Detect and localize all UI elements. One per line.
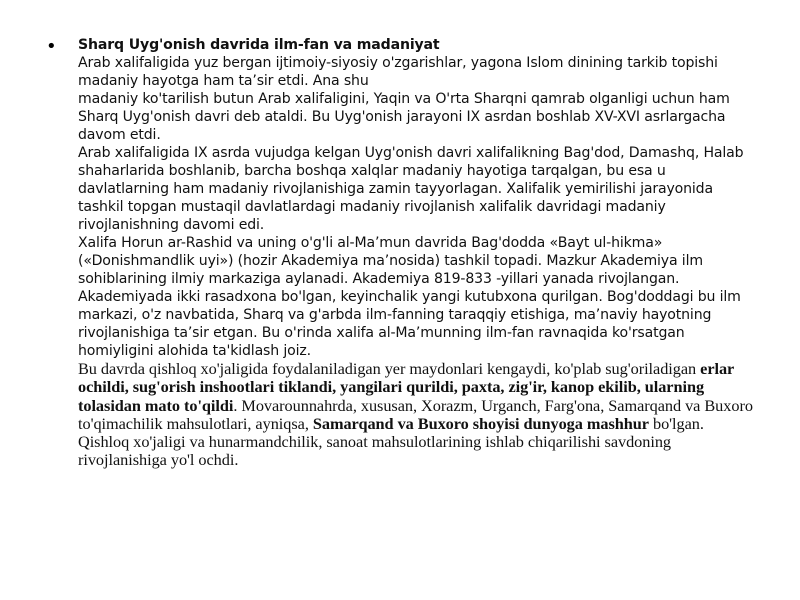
paragraph-5-text-1: Bu davrda qishloq xo'jaligida foydalaniladigan yer maydonlari kengaydi, ko'plab sug'oriladigan — [78, 359, 701, 378]
paragraph-5-text-2: . Movarounnahrda, xususan, Xorazm, Urganch, Farg'ona, Samarqand va Buxoro to'qimachilik mahsulotlari, ayniqsa, — [78, 395, 753, 433]
paragraph-5 — [78, 360, 758, 470]
slide-title: Sharq Uyg'onish davrida ilm-fan va madaniyat — [78, 37, 440, 53]
paragraph-3: Arab xalifaligida IX asrda vujudga kelgan Uyg'onish davri xalifalikning Bag'dod, Damashq, Halab shaharlarida boshlanib, barcha boshqa xalqlar madaniy hayotiga tarqalgan, bu esa u davlatlarning ham madaniy rivojlanishiga zamin tayyorlagan. Xalifalik yemirilishi jarayonida tashkil topgan mustaqil davlatlardagi madaniy rivojlanish xalifalik davridagi madaniy rivojlanishning davomi edi. — [78, 145, 744, 233]
bullet-point: • — [46, 36, 57, 57]
paragraph-4: Xalifa Horun ar-Rashid va uning o'g'li al-Ma’mun davrida Bag'dodda «Bayt ul-hikma» («Donishmandlik uyi») (hozir Akademiya ma’nosida) tashkil topadi. Mazkur Akademiya ilm sohiblarining ilmiy markaziga aylanadi. Akademiya 819-833 -yillari yanada rivojlangan. Akademiyada ikki rasadxona bo'lgan, keyinchalik yangi kutubxona qurilgan. Bog'doddagi bu ilm markazi, o'z navbatida, Sharq va g'arbda ilm-fanning taraqqiy etishiga, ma’naviy hayotning rivojlanishiga ta’sir etgan. Bu o'rinda xalifa al-Ma’munning ilm-fan ravnaqida ko'rsatgan homiyligini alohida ta'kidlash joiz. — [78, 235, 741, 359]
slide-content — [78, 36, 758, 470]
paragraph-1: Arab xalifaligida yuz bergan ijtimoiy-siyosiy o'zgarishlar, yagona Islom dinining tarkib topishi madaniy hayotga ham ta’sir etdi. Ana shu — [78, 55, 718, 89]
paragraph-5-text-3: bo'lgan. Qishloq xo'jaligi va hunarmandchilik, sanoat mahsulotlarining ishlab chiqarilishi savdoning rivojlanishiga yo'l ochdi. — [78, 413, 704, 470]
paragraph-5-bold-1: erlar ochildi, sug'orish inshootlari tiklandi, yangilari qurildi, paxta, zig'ir, kanop ekilib, ularning tolasidan mato to'qildi — [78, 359, 734, 415]
paragraph-5-bold-2: Samarqand va Buxoro shoyisi dunyoga mashhur — [312, 413, 649, 433]
paragraph-2: madaniy ko'tarilish butun Arab xalifaligini, Yaqin va O'rta Sharqni qamrab olganligi uchun ham Sharq Uyg'onish davri deb ataldi. Bu Uyg'onish jarayoni IX asrdan boshlab XV-XVI asrlargacha davom etdi. — [78, 91, 730, 143]
